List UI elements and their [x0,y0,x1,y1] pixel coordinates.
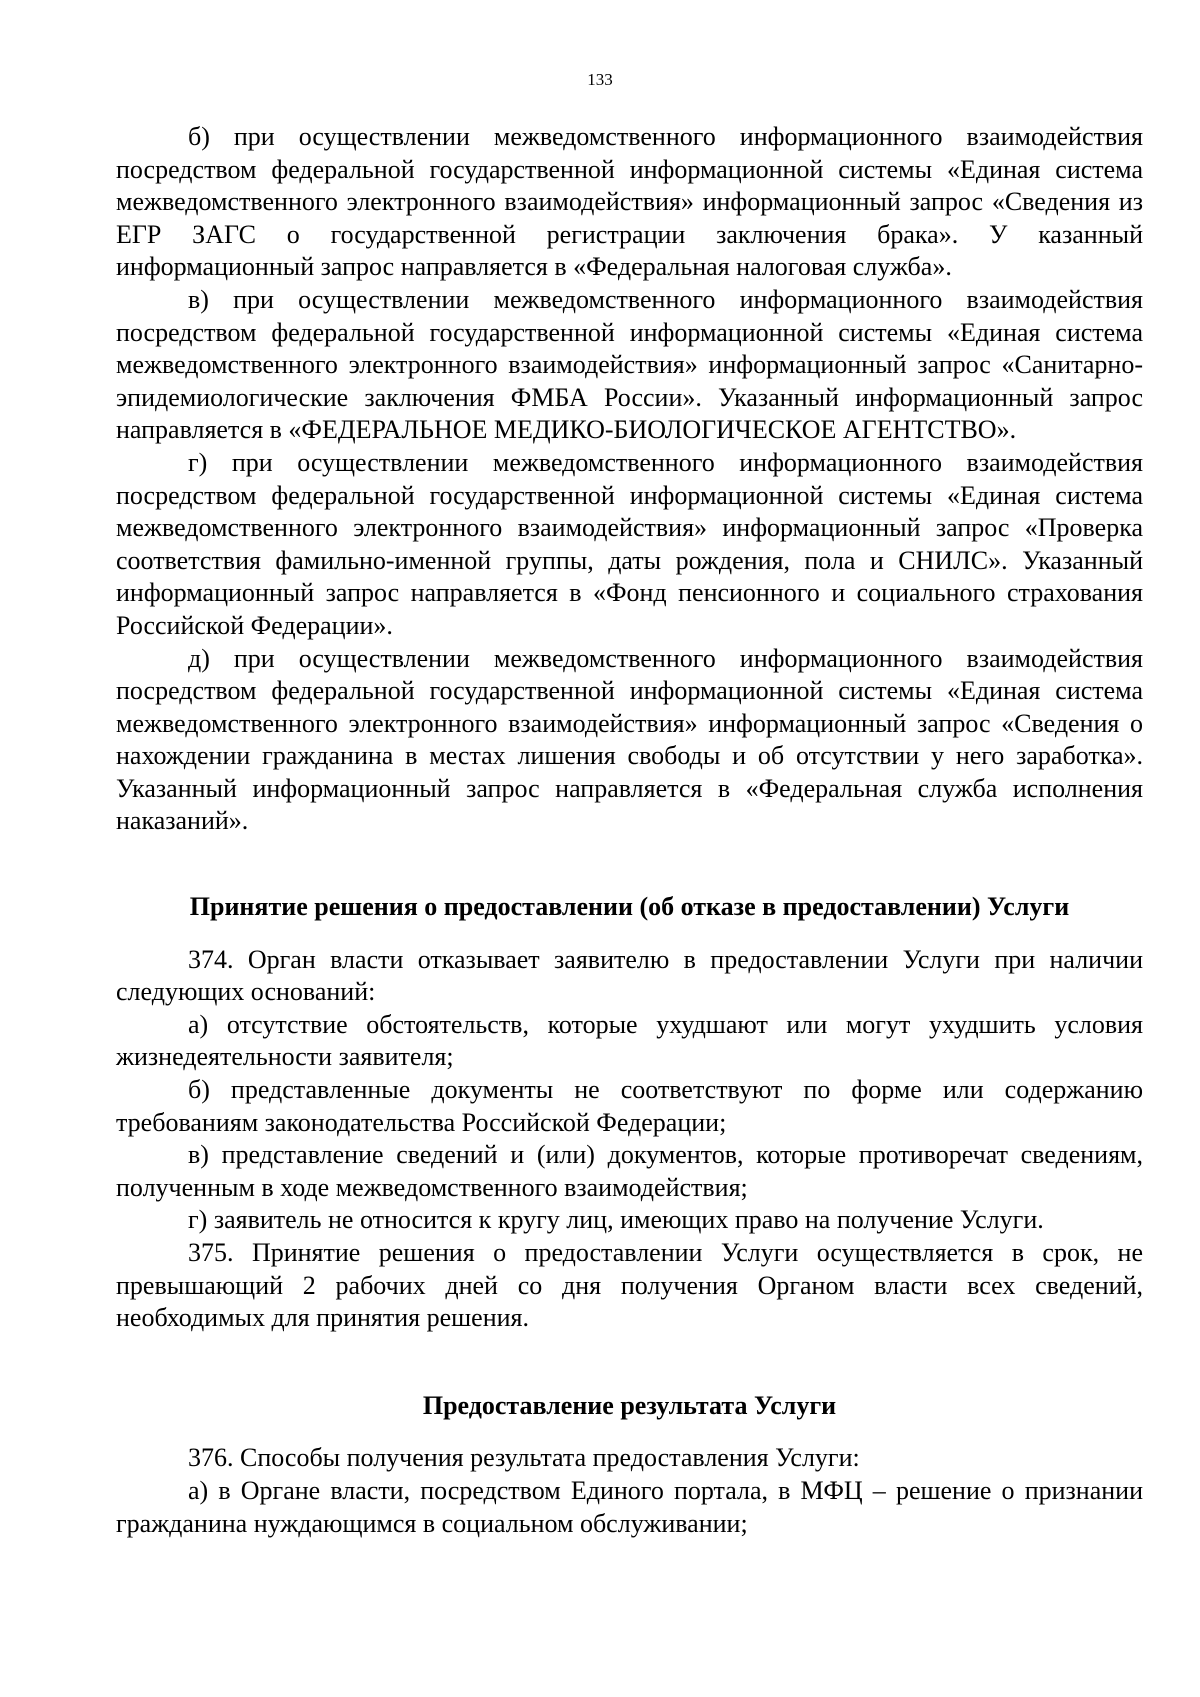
paragraph-375: 375. Принятие решения о предоставлении Услуги осуществляется в срок, не превышающий 2 рабочих дней со дня получения Органом власти всех сведений, необходимых для принятия решения. [116,1238,1143,1333]
section-heading-decision: Принятие решения о предоставлении (об отказе в предоставлении) Услуги [189,892,1070,922]
paragraph-374: 374. Орган власти отказывает заявителю в предоставлении Услуги при наличии следующих оснований: [116,944,1143,1007]
paragraph-374-v: в) представление сведений и (или) документов, которые противоречат сведениям, полученным в ходе межведомственного взаимодействия; [116,1140,1143,1202]
paragraph-g-snils-request: г) при осуществлении межведомственного информационного взаимодействия посредством федеральной государственной информационной системы «Единая система межведомственного электронного взаимодействия» информационный запрос «Проверка соответствия фамильно-именной группы, даты рождения, пола и СНИЛС». Указанный информационный запрос направляется в «Фонд пенсионного и социального страхования Российской Федерации». [116,447,1143,640]
paragraph-374-g: г) заявитель не относится к кругу лиц, имеющих право на получение Услуги. [188,1205,1044,1235]
page-number: 133 [587,70,613,89]
paragraph-374-a: а) отсутствие обстоятельств, которые ухудшают или могут ухудшить условия жизнедеятельности заявителя; [116,1009,1143,1072]
paragraph-374-b: б) представленные документы не соответствуют по форме или содержанию требованиям законодательства Российской Федерации; [116,1075,1143,1137]
document-body [116,121,1143,1540]
section-heading-result: Предоставление результата Услуги [422,1390,837,1420]
paragraph-376: 376. Способы получения результата предоставления Услуги: [188,1443,860,1473]
paragraph-d-penitentiary-request: д) при осуществлении межведомственного информационного взаимодействия посредством федеральной государственной информационной системы «Единая система межведомственного электронного взаимодействия» информационный запрос «Сведения о нахождении гражданина в местах лишения свободы и об отсутствии у него заработка». Указанный информационный запрос направляется в «Федеральная служба исполнения наказаний». [116,643,1143,836]
paragraph-b-marriage-request: б) при осуществлении межведомственного информационного взаимодействия посредством федеральной государственной информационной системы «Единая система межведомственного электронного взаимодействия» информационный запрос «Сведения из ЕГР ЗАГС о государственной регистрации заключения брака». У казанный информационный запрос направляется в «Федеральная налоговая служба». [116,122,1143,282]
paragraph-v-fmba-request: в) при осуществлении межведомственного информационного взаимодействия посредством федеральной государственной информационной системы «Единая система межведомственного электронного взаимодействия» информационный запрос «Санитарно-эпидемиологические заключения ФМБА России». Указанный информационный запрос направляется в «ФЕДЕРАЛЬНОЕ МЕДИКО-БИОЛОГИЧЕСКОЕ АГЕНТСТВО». [116,284,1143,445]
paragraph-376-a: а) в Органе власти, посредством Единого портала, в МФЦ – решение о признании гражданина нуждающимся в социальном обслуживании; [116,1475,1143,1538]
